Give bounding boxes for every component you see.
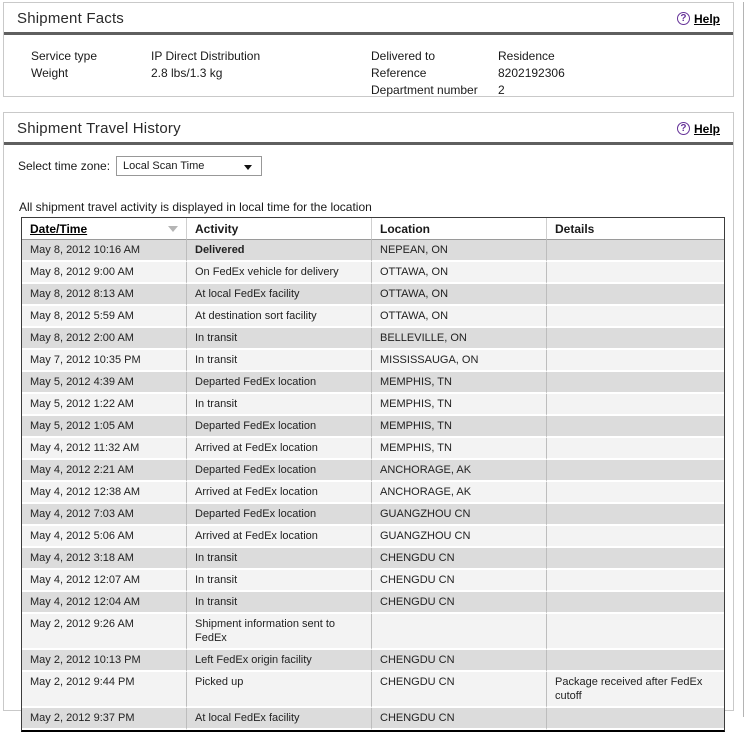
cell-datetime: May 2, 2012 9:44 PM bbox=[22, 672, 187, 708]
cell-details bbox=[547, 328, 724, 350]
cell-details bbox=[547, 240, 724, 262]
delivered-to-value: Residence bbox=[498, 49, 555, 63]
cell-datetime: May 8, 2012 2:00 AM bbox=[22, 328, 187, 350]
cell-activity: Arrived at FedEx location bbox=[187, 438, 372, 460]
column-header-datetime bbox=[22, 218, 187, 240]
cell-activity: Delivered bbox=[187, 240, 372, 262]
shipment-facts-title: Shipment Facts bbox=[17, 10, 125, 27]
cell-activity: In transit bbox=[187, 328, 372, 350]
cell-details bbox=[547, 650, 724, 672]
cell-activity: At local FedEx facility bbox=[187, 708, 372, 730]
cell-activity: On FedEx vehicle for delivery bbox=[187, 262, 372, 284]
cell-datetime: May 2, 2012 9:37 PM bbox=[22, 708, 187, 730]
cell-location: MEMPHIS, TN bbox=[372, 372, 547, 394]
table-row bbox=[22, 526, 724, 548]
cell-details bbox=[547, 460, 724, 482]
cell-location: MEMPHIS, TN bbox=[372, 438, 547, 460]
cell-datetime: May 4, 2012 2:21 AM bbox=[22, 460, 187, 482]
table-row bbox=[22, 262, 724, 284]
chevron-down-icon bbox=[244, 165, 252, 170]
cell-datetime: May 8, 2012 5:59 AM bbox=[22, 306, 187, 328]
cell-location: ANCHORAGE, AK bbox=[372, 482, 547, 504]
cell-location: CHENGDU CN bbox=[372, 592, 547, 614]
cell-datetime: May 5, 2012 1:22 AM bbox=[22, 394, 187, 416]
page-frame-edge bbox=[743, 2, 744, 717]
department-number-label: Department number bbox=[371, 83, 478, 97]
cell-activity: Departed FedEx location bbox=[187, 504, 372, 526]
table-row bbox=[22, 372, 724, 394]
table-row bbox=[22, 614, 724, 650]
cell-location bbox=[372, 614, 547, 650]
cell-activity: In transit bbox=[187, 350, 372, 372]
cell-activity: Picked up bbox=[187, 672, 372, 708]
cell-details bbox=[547, 284, 724, 306]
table-row bbox=[22, 504, 724, 526]
cell-datetime: May 4, 2012 12:04 AM bbox=[22, 592, 187, 614]
cell-activity: Departed FedEx location bbox=[187, 416, 372, 438]
cell-activity: Arrived at FedEx location bbox=[187, 482, 372, 504]
department-number-value: 2 bbox=[498, 83, 505, 97]
cell-location: ANCHORAGE, AK bbox=[372, 460, 547, 482]
cell-datetime: May 5, 2012 4:39 AM bbox=[22, 372, 187, 394]
travel-history-help-link[interactable] bbox=[677, 122, 720, 136]
cell-datetime: May 4, 2012 12:38 AM bbox=[22, 482, 187, 504]
table-row bbox=[22, 350, 724, 372]
cell-activity: Arrived at FedEx location bbox=[187, 526, 372, 548]
cell-details bbox=[547, 526, 724, 548]
cell-activity: In transit bbox=[187, 394, 372, 416]
table-row bbox=[22, 650, 724, 672]
cell-details bbox=[547, 438, 724, 460]
cell-datetime: May 4, 2012 3:18 AM bbox=[22, 548, 187, 570]
reference-value: 8202192306 bbox=[498, 66, 565, 80]
cell-details bbox=[547, 708, 724, 730]
shipment-facts-body bbox=[4, 35, 733, 99]
cell-activity: At local FedEx facility bbox=[187, 284, 372, 306]
table-row bbox=[22, 328, 724, 350]
cell-details bbox=[547, 592, 724, 614]
cell-activity: At destination sort facility bbox=[187, 306, 372, 328]
table-row bbox=[22, 240, 724, 262]
cell-location: BELLEVILLE, ON bbox=[372, 328, 547, 350]
timezone-row bbox=[18, 156, 733, 176]
cell-location: NEPEAN, ON bbox=[372, 240, 547, 262]
table-row bbox=[22, 482, 724, 504]
service-type-label: Service type bbox=[31, 49, 98, 63]
cell-details bbox=[547, 614, 724, 650]
help-question-icon: ? bbox=[677, 12, 690, 25]
help-question-icon: ? bbox=[677, 122, 690, 135]
cell-datetime: May 5, 2012 1:05 AM bbox=[22, 416, 187, 438]
sort-descending-icon bbox=[168, 226, 178, 232]
help-link-label: Help bbox=[693, 11, 720, 26]
cell-details bbox=[547, 262, 724, 284]
cell-activity: Departed FedEx location bbox=[187, 460, 372, 482]
table-row bbox=[22, 438, 724, 460]
facts-right-column bbox=[371, 48, 565, 99]
cell-location: CHENGDU CN bbox=[372, 708, 547, 730]
table-row bbox=[22, 284, 724, 306]
cell-datetime: May 8, 2012 9:00 AM bbox=[22, 262, 187, 284]
travel-history-header bbox=[4, 113, 733, 142]
header-divider bbox=[4, 142, 733, 145]
cell-location: CHENGDU CN bbox=[372, 548, 547, 570]
cell-datetime: May 2, 2012 9:26 AM bbox=[22, 614, 187, 650]
help-link-label: Help bbox=[693, 121, 720, 136]
shipment-facts-help-link[interactable] bbox=[677, 12, 720, 26]
table-row bbox=[22, 708, 724, 730]
table-row bbox=[22, 394, 724, 416]
cell-details bbox=[547, 482, 724, 504]
table-row bbox=[22, 548, 724, 570]
cell-activity: Shipment information sent to FedEx bbox=[187, 614, 372, 650]
weight-label: Weight bbox=[31, 66, 69, 80]
weight-value: 2.8 lbs/1.3 kg bbox=[151, 66, 223, 80]
cell-details bbox=[547, 548, 724, 570]
cell-datetime: May 8, 2012 10:16 AM bbox=[22, 240, 187, 262]
cell-datetime: May 7, 2012 10:35 PM bbox=[22, 350, 187, 372]
table-row bbox=[22, 306, 724, 328]
travel-history-table bbox=[21, 217, 725, 732]
cell-details bbox=[547, 570, 724, 592]
table-row bbox=[22, 416, 724, 438]
table-row bbox=[22, 460, 724, 482]
cell-location: OTTAWA, ON bbox=[372, 284, 547, 306]
cell-details: Package received after FedEx cutoff bbox=[547, 672, 724, 708]
column-header-location: Location bbox=[372, 218, 547, 240]
facts-left-column bbox=[31, 48, 371, 99]
cell-details bbox=[547, 350, 724, 372]
cell-details bbox=[547, 394, 724, 416]
cell-datetime: May 4, 2012 12:07 AM bbox=[22, 570, 187, 592]
cell-location: MEMPHIS, TN bbox=[372, 394, 547, 416]
column-header-activity: Activity bbox=[187, 218, 372, 240]
cell-location: CHENGDU CN bbox=[372, 672, 547, 708]
delivered-to-label: Delivered to bbox=[371, 49, 436, 63]
cell-datetime: May 4, 2012 7:03 AM bbox=[22, 504, 187, 526]
table-row bbox=[22, 592, 724, 614]
local-time-note: All shipment travel activity is displayed in local time for the location bbox=[19, 200, 372, 214]
cell-datetime: May 2, 2012 10:13 PM bbox=[22, 650, 187, 672]
cell-activity: In transit bbox=[187, 592, 372, 614]
reference-label: Reference bbox=[371, 66, 427, 80]
travel-table-body bbox=[22, 240, 724, 730]
shipment-facts-panel bbox=[3, 2, 734, 97]
table-row bbox=[22, 672, 724, 708]
cell-location: MEMPHIS, TN bbox=[372, 416, 547, 438]
datetime-sort-link[interactable]: Date/Time bbox=[30, 222, 88, 236]
timezone-select[interactable] bbox=[116, 156, 262, 176]
cell-location: CHENGDU CN bbox=[372, 650, 547, 672]
service-type-value: IP Direct Distribution bbox=[151, 49, 261, 63]
cell-details bbox=[547, 416, 724, 438]
cell-datetime: May 8, 2012 8:13 AM bbox=[22, 284, 187, 306]
cell-location: MISSISSAUGA, ON bbox=[372, 350, 547, 372]
travel-history-title: Shipment Travel History bbox=[17, 120, 181, 137]
cell-details bbox=[547, 306, 724, 328]
travel-history-panel bbox=[3, 112, 734, 724]
cell-location: CHENGDU CN bbox=[372, 570, 547, 592]
timezone-label: Select time zone: bbox=[18, 159, 111, 173]
cell-datetime: May 4, 2012 5:06 AM bbox=[22, 526, 187, 548]
cell-location: GUANGZHOU CN bbox=[372, 526, 547, 548]
cell-activity: Departed FedEx location bbox=[187, 372, 372, 394]
cell-details bbox=[547, 504, 724, 526]
table-header-row bbox=[22, 218, 724, 240]
table-row bbox=[22, 570, 724, 592]
cell-datetime: May 4, 2012 11:32 AM bbox=[22, 438, 187, 460]
cell-activity: In transit bbox=[187, 548, 372, 570]
cell-activity: Left FedEx origin facility bbox=[187, 650, 372, 672]
cell-activity: In transit bbox=[187, 570, 372, 592]
shipment-facts-header bbox=[4, 3, 733, 32]
timezone-selected-value: Local Scan Time bbox=[123, 160, 205, 172]
cell-location: OTTAWA, ON bbox=[372, 262, 547, 284]
column-header-details: Details bbox=[547, 218, 724, 240]
cell-details bbox=[547, 372, 724, 394]
cell-location: OTTAWA, ON bbox=[372, 306, 547, 328]
cell-location: GUANGZHOU CN bbox=[372, 504, 547, 526]
